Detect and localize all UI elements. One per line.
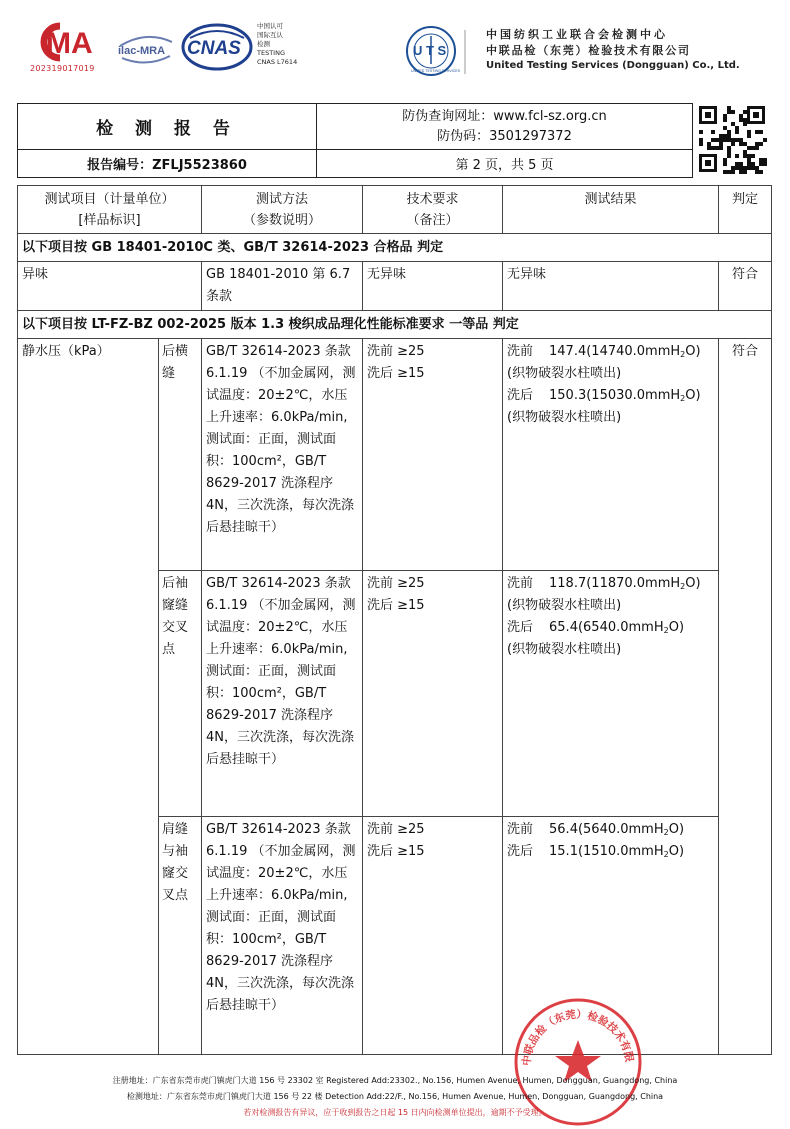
test-address: 检测地址：广东省东莞市虎门镇虎门大道 156 号 22 楼 Detection Add:22/F., No.156, Humen Avenue, Humen, Dongguan, Guangdong, China <box>126 1092 664 1101</box>
res-before-label-c: 洗前 <box>507 822 534 837</box>
anti-fake-info <box>317 104 693 150</box>
footer <box>0 1073 790 1121</box>
registered-address: 注册地址：广东省东莞市虎门镇虎门大道 156 号 23302 室 Registered Add:23302., No.156, Humen Avenue, Humen, Dongguan, Guangdong, China <box>112 1076 678 1085</box>
table-row <box>18 262 772 311</box>
ilac-text: ilac-MRA <box>118 45 166 57</box>
verdict-hydrostatic: 符合 <box>719 339 772 1055</box>
qr-module <box>739 166 743 170</box>
qr-module <box>707 142 711 146</box>
res-before-label-a: 洗前 <box>507 344 534 359</box>
qr-module <box>735 130 739 134</box>
qr-module <box>755 130 759 134</box>
unit-close: O) <box>668 822 685 837</box>
unit-close: O) <box>668 620 685 635</box>
qr-module <box>711 130 715 134</box>
unit-sub: 2 <box>680 394 686 403</box>
qr-module <box>755 166 759 170</box>
qr-module <box>715 138 719 142</box>
section-1-title: 以下项目按 GB 18401-2010C 类、GB/T 32614-2023 合格品 判定 <box>18 234 772 262</box>
uts-letters: U T S <box>413 43 447 58</box>
qr-module <box>759 142 763 146</box>
qr-module <box>723 158 727 162</box>
test-results-table <box>17 185 772 1055</box>
item-hydrostatic-pressure: 静水压（kPa） <box>18 339 159 1055</box>
cnas-caption: 中国认可 国际互认 检测 TESTING CNAS L7614 <box>257 22 298 66</box>
qr-module <box>763 158 767 162</box>
qr-module <box>731 110 735 114</box>
item-odor: 异味 <box>18 262 202 311</box>
qr-module <box>723 118 727 122</box>
qr-module <box>759 158 763 162</box>
qr-module <box>747 154 751 158</box>
res-before-value-a: 147.4(14740.0mmH <box>549 344 681 359</box>
requirement-b <box>363 571 503 817</box>
qr-module <box>743 142 747 146</box>
unit-close: O) <box>668 844 685 859</box>
page-info: 第 2 页，共 5 页 <box>317 150 693 178</box>
qr-module <box>739 138 743 142</box>
qr-module <box>743 150 747 154</box>
qr-module <box>723 126 727 130</box>
header-item: 测试项目（计量单位） [样品标识] <box>18 186 202 234</box>
qr-module <box>727 154 731 158</box>
unit-close: O) <box>685 388 701 403</box>
qr-module <box>727 130 731 134</box>
qr-module <box>755 142 759 146</box>
qr-module <box>723 134 727 138</box>
res-after-note-a: (织物破裂水柱喷出) <box>507 410 622 425</box>
requirement-a <box>363 339 503 571</box>
qr-module <box>759 130 763 134</box>
res-after-value-c: 15.1(1510.0mmH <box>549 844 664 859</box>
qr-module <box>751 166 755 170</box>
req-before-c: 洗前 ≥25 <box>367 822 425 837</box>
result-a <box>503 339 719 571</box>
qr-module <box>731 166 735 170</box>
unit-close: O) <box>685 344 701 359</box>
method-b: GB/T 32614-2023 条款 6.1.19 （不加金属网，测试温度：20±2℃，水压上升速率：6.0kPa/min, 测试面：正面，测试面积：100cm²，GB/T 8629-2017 洗涤程序 4N，三次洗涤，每次洗涤后悬挂晾干） <box>202 571 363 817</box>
company-name-cn-1: 中国纺织工业联合会检测中心 <box>486 28 668 41</box>
qr-module <box>747 134 751 138</box>
uts-caption: UNITED TESTING SERVICES <box>411 69 460 73</box>
qr-module <box>699 130 703 134</box>
qr-module <box>723 138 727 142</box>
qr-module <box>727 106 731 110</box>
qr-module <box>755 146 759 150</box>
unit-sub: 2 <box>663 850 669 859</box>
cnas-text: CNAS <box>187 38 241 59</box>
report-header <box>17 103 693 178</box>
table-row <box>18 339 772 571</box>
qr-module <box>739 142 743 146</box>
unit-close: O) <box>685 576 701 591</box>
qr-module <box>755 170 759 174</box>
res-before-value-c: 56.4(5640.0mmH <box>549 822 664 837</box>
stamp-text: 中联品检（东莞）检验技术有限 <box>520 1008 636 1067</box>
res-after-value-b: 65.4(6540.0mmH <box>549 620 664 635</box>
qr-module <box>735 162 739 166</box>
res-before-note-a: (织物破裂水柱喷出) <box>507 366 622 381</box>
cnas-logo <box>180 22 254 76</box>
verify-url: 防伪查询网址：www.fcl-sz.org.cn <box>402 108 607 124</box>
qr-module <box>731 122 735 126</box>
header-verdict: 判定 <box>719 186 772 234</box>
method-odor: GB 18401-2010 第 6.7 条款 <box>202 262 363 311</box>
qr-module <box>727 150 731 154</box>
req-before-a: 洗前 ≥25 <box>367 344 425 359</box>
qr-module <box>743 118 747 122</box>
company-name-cn-2: 中联品检（东莞）检验技术有限公司 <box>486 43 691 57</box>
method-a: GB/T 32614-2023 条款 6.1.19 （不加金属网，测试温度：20±2℃，水压上升速率：6.0kPa/min, 测试面：正面，测试面积：100cm²，GB/T 8629-2017 洗涤程序 4N，三次洗涤，每次洗涤后悬挂晾干） <box>202 339 363 571</box>
qr-module <box>707 146 711 150</box>
qr-module <box>747 162 751 166</box>
qr-module <box>711 146 715 150</box>
report-title: 检 测 报 告 <box>18 104 317 150</box>
cma-logo <box>30 22 110 73</box>
qr-module <box>743 170 747 174</box>
qr-module <box>759 162 763 166</box>
qr-module <box>727 134 731 138</box>
qr-module <box>735 138 739 142</box>
qr-module <box>723 114 727 118</box>
header-requirement: 技术要求 （备注） <box>363 186 503 234</box>
qr-module <box>763 162 767 166</box>
requirement-odor: 无异味 <box>363 262 503 311</box>
objection-notice: 若对检测报告有异议，应于收到报告之日起 15 日内向检测单位提出，逾期不予受理。 <box>243 1108 547 1117</box>
qr-module <box>747 158 751 162</box>
qr-module <box>723 162 727 166</box>
qr-module <box>735 166 739 170</box>
logo-bar <box>0 0 790 95</box>
res-before-label-b: 洗前 <box>507 576 534 591</box>
qr-module <box>699 138 703 142</box>
ilac-mra-logo <box>116 28 176 72</box>
qr-module <box>751 146 755 150</box>
qr-module <box>751 154 755 158</box>
qr-module <box>715 146 719 150</box>
qr-module <box>747 146 751 150</box>
cma-letters: MA <box>46 27 93 60</box>
result-odor: 无异味 <box>503 262 719 311</box>
qr-module <box>735 154 739 158</box>
req-after-b: 洗后 ≥15 <box>367 598 425 613</box>
qr-module <box>739 118 743 122</box>
verdict-odor: 符合 <box>719 262 772 311</box>
req-before-b: 洗前 ≥25 <box>367 576 425 591</box>
res-before-note-b: (织物破裂水柱喷出) <box>507 598 622 613</box>
qr-module <box>723 170 727 174</box>
qr-module <box>711 138 715 142</box>
requirement-c <box>363 817 503 1055</box>
res-after-label-c: 洗后 <box>507 844 534 859</box>
report-number: 报告编号：ZFLJ5523860 <box>18 150 317 178</box>
qr-module <box>727 110 731 114</box>
qr-module <box>743 154 747 158</box>
position-back-armhole-cross: 后袖窿缝交叉点 <box>159 571 202 817</box>
qr-module <box>747 130 751 134</box>
qr-module <box>743 166 747 170</box>
unit-sub: 2 <box>663 626 669 635</box>
res-after-note-b: (织物破裂水柱喷出) <box>507 642 622 657</box>
qr-module <box>739 114 743 118</box>
res-after-value-a: 150.3(15030.0mmH <box>549 388 681 403</box>
company-name-block <box>486 27 740 74</box>
uts-logo <box>405 24 469 84</box>
qr-module <box>699 142 703 146</box>
header-result: 测试结果 <box>503 186 719 234</box>
qr-code-icon <box>697 104 767 174</box>
qr-module <box>747 166 751 170</box>
qr-module <box>743 110 747 114</box>
qr-module <box>759 170 763 174</box>
res-after-label-b: 洗后 <box>507 620 534 635</box>
qr-module <box>727 170 731 174</box>
qr-module <box>743 122 747 126</box>
position-shoulder-armhole-cross: 肩缝与袖窿交叉点 <box>159 817 202 1055</box>
req-after-c: 洗后 ≥15 <box>367 844 425 859</box>
qr-module <box>727 138 731 142</box>
unit-sub: 2 <box>680 350 686 359</box>
verify-code: 防伪码：3501297372 <box>437 128 572 144</box>
qr-module <box>739 170 743 174</box>
res-before-value-b: 118.7(11870.0mmH <box>549 576 681 591</box>
qr-module <box>731 138 735 142</box>
qr-module <box>719 146 723 150</box>
qr-module <box>731 142 735 146</box>
req-after-a: 洗后 ≥15 <box>367 366 425 381</box>
section-1-row <box>18 234 772 262</box>
company-name-en: United Testing Services (Dongguan) Co., Ltd. <box>486 60 740 71</box>
qr-module <box>731 170 735 174</box>
section-2-title: 以下项目按 LT-FZ-BZ 002-2025 版本 1.3 梭织成品理化性能标准要求 一等品 判定 <box>18 311 772 339</box>
unit-sub: 2 <box>680 582 686 591</box>
qr-module <box>719 134 723 138</box>
qr-module <box>739 162 743 166</box>
cma-number: 202319017019 <box>30 64 95 73</box>
qr-module <box>727 146 731 150</box>
position-back-crotch-seam: 后横缝 <box>159 339 202 571</box>
qr-module <box>719 138 723 142</box>
method-c: GB/T 32614-2023 条款 6.1.19 （不加金属网，测试温度：20±2℃，水压上升速率：6.0kPa/min, 测试面：正面，测试面积：100cm²，GB/T 8629-2017 洗涤程序 4N，三次洗涤，每次洗涤后悬挂晾干） <box>202 817 363 1055</box>
qr-module <box>763 138 767 142</box>
result-b <box>503 571 719 817</box>
unit-sub: 2 <box>663 828 669 837</box>
table-header-row <box>18 186 772 234</box>
qr-module <box>735 126 739 130</box>
res-after-label-a: 洗后 <box>507 388 534 403</box>
qr-module <box>751 162 755 166</box>
section-2-row <box>18 311 772 339</box>
qr-module <box>719 142 723 146</box>
header-method: 测试方法 （参数说明） <box>202 186 363 234</box>
